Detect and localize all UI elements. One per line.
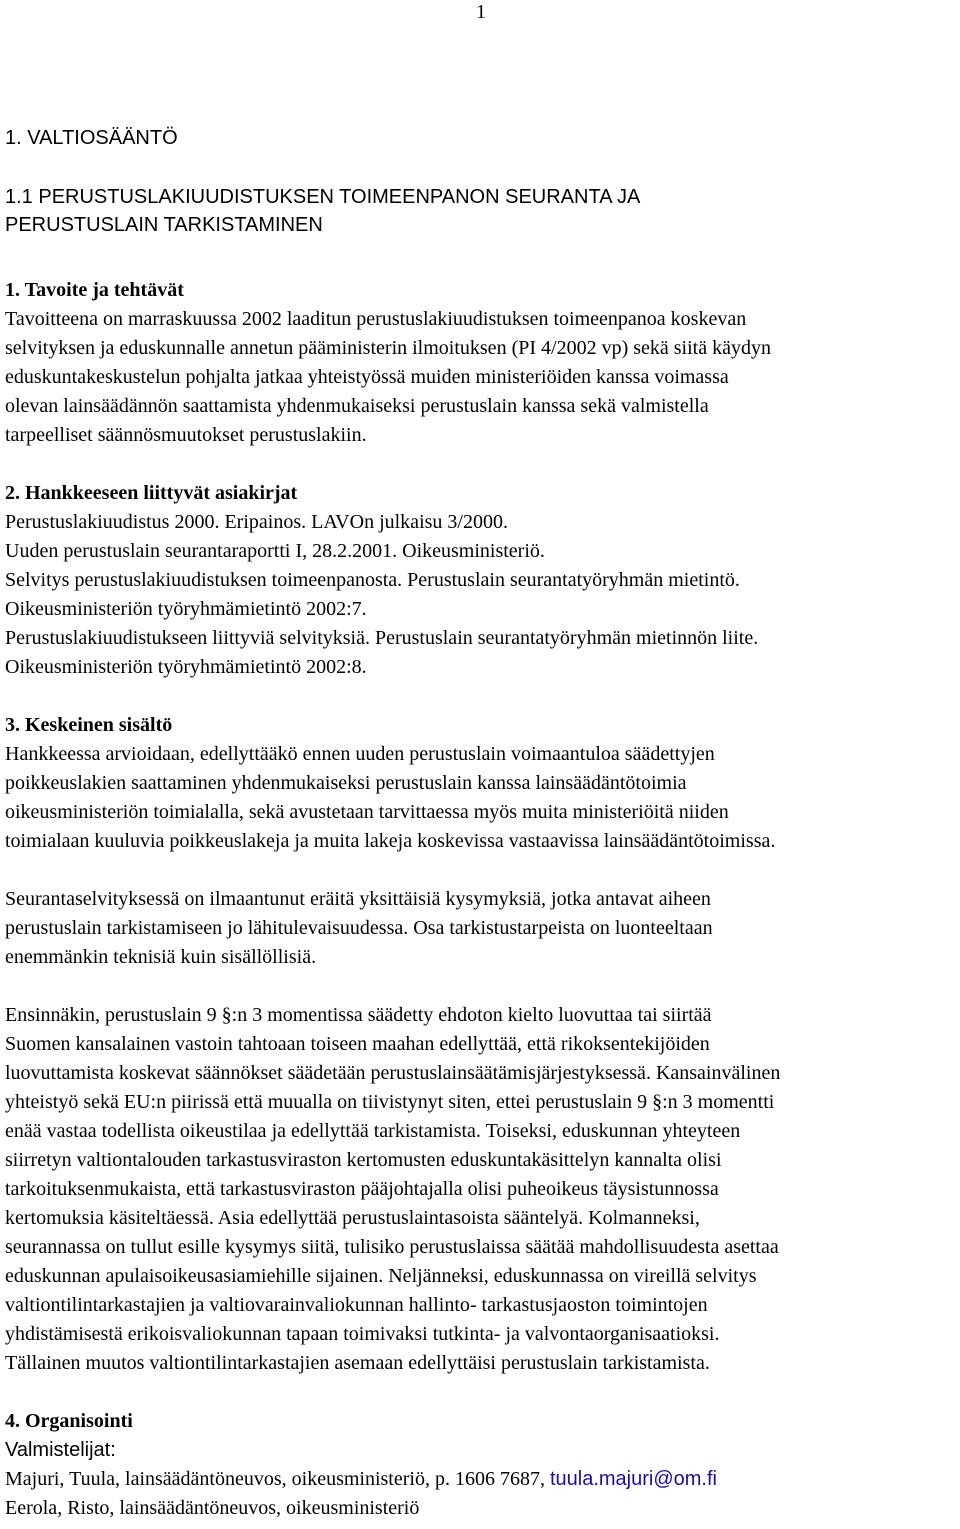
document-body xyxy=(5,276,958,1523)
content-heading: 3. Keskeinen sisältö xyxy=(5,714,173,736)
content-para1-line: poikkeuslakien saattaminen yhdenmukaiseksi perustuslain kanssa lainsäädäntötoimia xyxy=(5,772,687,794)
goals-heading: 1. Tavoite ja tehtävät xyxy=(5,279,184,301)
page-number: 1 xyxy=(476,1,486,23)
content-para3-line: Tällainen muutos valtiontilintarkastajien asemaan edellyttäisi perustuslain tarkistamista. xyxy=(5,1352,710,1374)
document-line: Perustuslakiuudistus 2000. Eripainos. LAVOn julkaisu 3/2000. xyxy=(5,511,508,533)
goals-line: Tavoitteena on marraskuussa 2002 laaditun perustuslakiuudistuksen toimeenpanoa koskevan xyxy=(5,308,747,330)
goals-line: eduskuntakeskustelun pohjalta jatkaa yhteistyössä muiden ministeriöiden kanssa voimassa xyxy=(5,366,729,388)
goals-line: olevan lainsäädännön saattamista yhdenmukaiseksi perustuslain kanssa sekä valmistella xyxy=(5,395,709,417)
content-para2-line: perustuslain tarkistamiseen jo lähitulevaisuudessa. Osa tarkistustarpeista on luonteeltaan xyxy=(5,917,713,939)
content-para3-line: yhdistämisestä erikoisvaliokunnan tapaan toimivaksi tutkinta- ja valvontaorganisaatioksi. xyxy=(5,1323,720,1345)
content-para3-line: Suomen kansalainen vastoin tahtoaan toiseen maahan edellyttää, että rikoksentekijöiden xyxy=(5,1033,710,1055)
content-para3-line: yhteistyö sekä EU:n piirissä että muualla on tiivistynyt siten, ettei perustuslain 9 §:n 3 momentti xyxy=(5,1091,775,1113)
content-para2-line: enemmänkin teknisiä kuin sisällöllisiä. xyxy=(5,946,317,968)
content-para3-line: eduskunnan apulaisoikeusasiamiehille sijainen. Neljänneksi, eduskunnassa on vireillä selvitys xyxy=(5,1265,757,1287)
organization-heading: 4. Organisointi xyxy=(5,1410,133,1432)
document-line: Perustuslakiuudistukseen liittyviä selvityksiä. Perustuslain seurantatyöryhmän mietinnön liite. xyxy=(5,627,759,649)
content-para1-line: oikeusministeriön toimialalla, sekä avustetaan tarvittaessa myös muita ministeriöitä niiden xyxy=(5,801,729,823)
section-title xyxy=(5,183,640,239)
document-line: Selvitys perustuslakiuudistuksen toimeenpanosta. Perustuslain seurantatyöryhmän mietintö. xyxy=(5,569,740,591)
content-para3-line: seurannassa on tullut esille kysymys siitä, tulisiko perustuslaissa säätää mahdollisuudesta asettaa xyxy=(5,1236,779,1258)
preparer-line: Eerola, Risto, lainsäädäntöneuvos, oikeusministeriö xyxy=(5,1497,420,1519)
content-para3-line: kertomuksia käsiteltäessä. Asia edellyttää perustuslaintasoista sääntelyä. Kolmanneksi, xyxy=(5,1207,700,1229)
content-para1-line: toimialaan kuuluvia poikkeuslakeja ja muita lakeja koskevissa vastaavissa lainsäädäntötoimissa. xyxy=(5,830,776,852)
content-para3-line: Ensinnäkin, perustuslain 9 §:n 3 momentissa säädetty ehdoton kielto luovuttaa tai siirtää xyxy=(5,1004,712,1026)
content-para1-line: Hankkeessa arvioidaan, edellyttääkö ennen uuden perustuslain voimaantuloa säädettyjen xyxy=(5,743,715,765)
chapter-title: 1. VALTIOSÄÄNTÖ xyxy=(5,127,178,149)
preparer-line xyxy=(5,1465,958,1494)
content-para3-line: enää vastaa todellista oikeustilaa ja edellyttää tarkistamista. Toiseksi, eduskunnan yhteyteen xyxy=(5,1120,741,1142)
section-title-line: 1.1 PERUSTUSLAKIUUDISTUKSEN TOIMEENPANON SEURANTA JA xyxy=(5,186,641,208)
content-para3-line: valtiontilintarkastajien ja valtiovarainvaliokunnan hallinto- tarkastusjaoston toimintojen xyxy=(5,1294,708,1316)
document-line: Oikeusministeriön työryhmämietintö 2002:8. xyxy=(5,656,367,678)
preparers-label: Valmistelijat: xyxy=(5,1439,116,1461)
content-para3-line: luovuttamista koskevat säännökset säädetään perustuslainsäätämisjärjestyksessä. Kansainvälinen xyxy=(5,1062,781,1084)
document-line: Uuden perustuslain seurantaraportti I, 28.2.2001. Oikeusministeriö. xyxy=(5,540,545,562)
content-para2-line: Seurantaselvityksessä on ilmaantunut eräitä yksittäisiä kysymyksiä, jotka antavat aiheen xyxy=(5,888,711,910)
content-para3-line: siirretyn valtiontalouden tarkastusviraston kertomusten eduskuntakäsittelyn kannalta olisi xyxy=(5,1149,722,1171)
goals-line: selvityksen ja eduskunnalle annetun pääministerin ilmoituksen (PI 4/2002 vp) sekä siitä käydyn xyxy=(5,337,771,359)
document-line: Oikeusministeriön työryhmämietintö 2002:7. xyxy=(5,598,367,620)
content-para3-line: tarkoituksenmukaista, että tarkastusviraston pääjohtajalla olisi puheoikeus täysistunnossa xyxy=(5,1178,719,1200)
section-title-line: PERUSTUSLAIN TARKISTAMINEN xyxy=(5,214,323,236)
documents-heading: 2. Hankkeeseen liittyvät asiakirjat xyxy=(5,482,298,504)
preparer-1-email-link[interactable]: tuula.majuri@om.fi xyxy=(549,1468,717,1490)
preparer-1-text: Majuri, Tuula, lainsäädäntöneuvos, oikeusministeriö, p. 1606 7687, xyxy=(5,1468,550,1490)
goals-line: tarpeelliset säännösmuutokset perustuslakiin. xyxy=(5,424,367,446)
